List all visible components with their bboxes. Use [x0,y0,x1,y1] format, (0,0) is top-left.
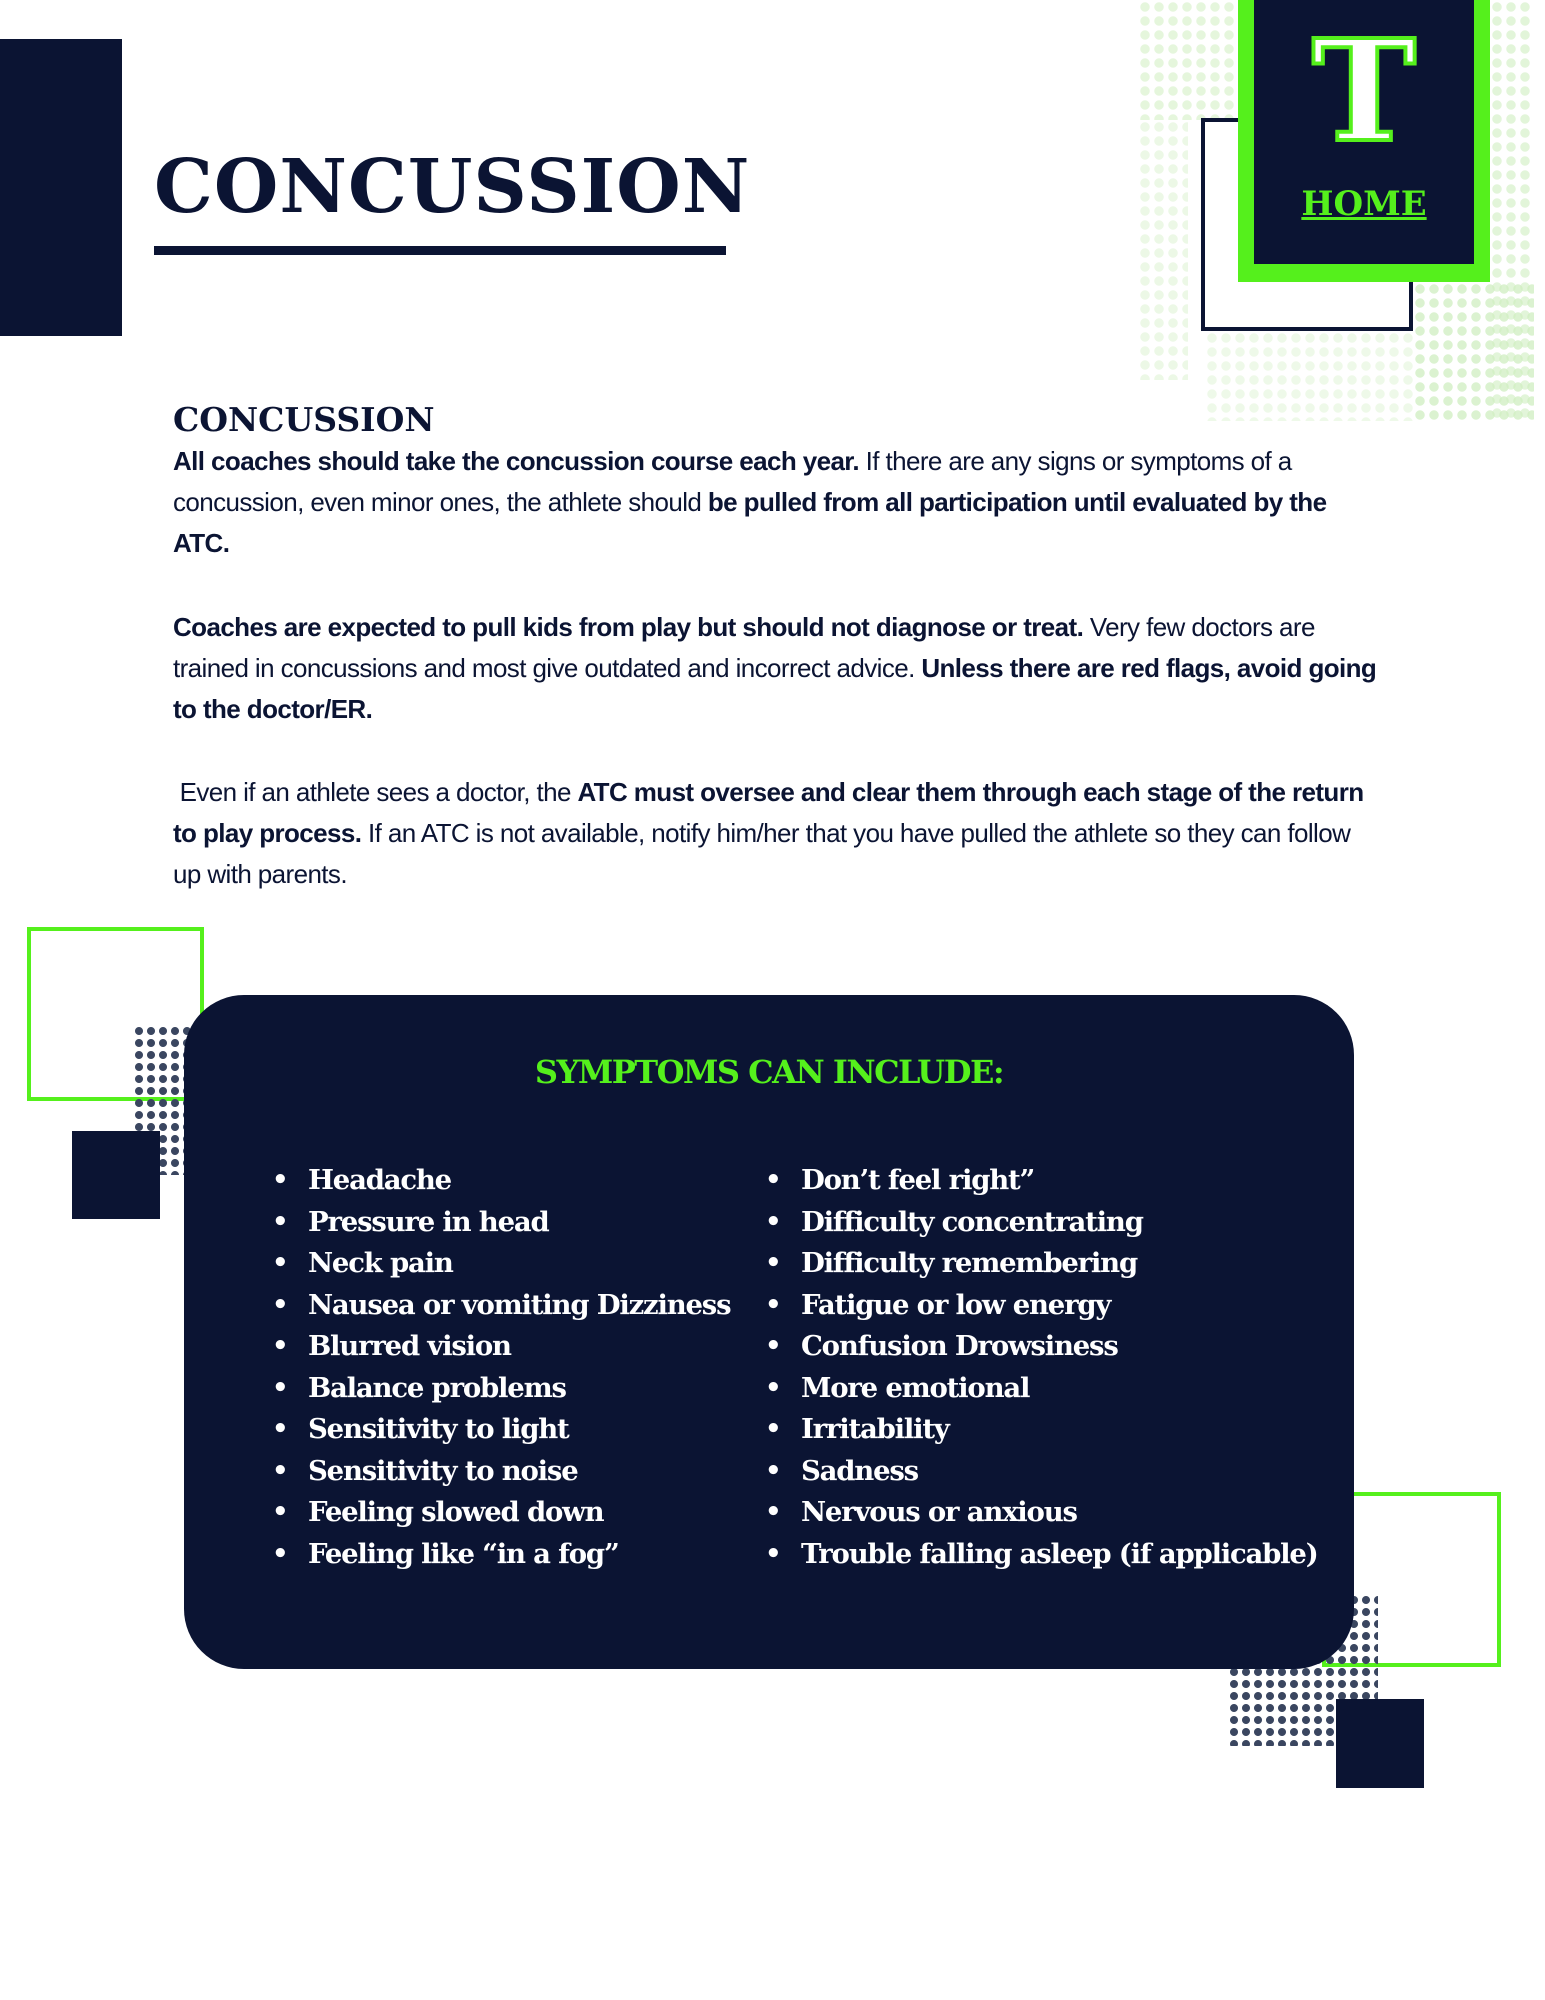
symptoms-list-left [270,1160,730,1575]
title-underline [154,246,726,255]
decor-dots [1205,331,1415,421]
symptom-item: • Irritability [763,1409,1318,1451]
symptom-item: • Don’t feel right” [763,1160,1318,1202]
paragraph-return-to-play [173,772,1383,895]
symptom-item: • Trouble falling asleep (if applicable) [763,1534,1318,1576]
text-bold: All coaches should take the concussion course each year. [173,446,860,476]
header-left-bar [0,39,122,336]
symptoms-title: SYMPTOMS CAN INCLUDE: [534,1053,1004,1091]
paragraph-course-requirement [173,441,1383,564]
symptom-item: • Sadness [763,1451,1318,1493]
symptom-item: • More emotional [763,1368,1318,1410]
paragraph-diagnosis [173,607,1383,730]
symptom-item: • Pressure in head [270,1202,730,1244]
symptom-item: • Fatigue or low energy [763,1285,1318,1327]
symptom-item: • Headache [270,1160,730,1202]
text-bold: Unless there are red flags, avoid going to the doctor/ER. [173,653,1377,724]
symptom-item: • Difficulty remembering [763,1243,1318,1285]
section-heading: CONCUSSION [173,400,435,439]
symptom-item: • Neck pain [270,1243,730,1285]
school-logo-letter: T [1311,10,1417,174]
symptom-item: • Blurred vision [270,1326,730,1368]
symptom-item: • Feeling slowed down [270,1492,730,1534]
page-title: CONCUSSION [154,144,751,230]
symptom-item: • Difficulty concentrating [763,1202,1318,1244]
decor-navy-square [1336,1699,1424,1788]
text-bold: Coaches are expected to pull kids from play but should not diagnose or treat. [173,612,1084,642]
symptom-item: • Balance problems [270,1368,730,1410]
symptom-item: • Nausea or vomiting Dizziness [270,1285,730,1327]
text: Very few doctors are trained in concussions and most give outdated and incorrect advice. [173,612,1315,683]
symptom-item: • Confusion Drowsiness [763,1326,1318,1368]
home-link[interactable]: HOME [1301,184,1427,224]
text: Even if an athlete sees a doctor, the [173,777,578,807]
decor-dots [1413,282,1534,422]
symptoms-list-right [763,1160,1318,1575]
symptom-item: • Feeling like “in a fog” [270,1534,730,1576]
symptom-item: • Nervous or anxious [763,1492,1318,1534]
decor-dots [1138,0,1238,120]
symptom-item: • Sensitivity to noise [270,1451,730,1493]
text: If there are any signs or symptoms of a concussion, even minor ones, the athlete should [173,446,1292,517]
decor-dots [1138,120,1188,380]
text-bold: ATC must oversee and clear them through each stage of the return to play process. [173,777,1364,848]
decor-navy-square [72,1131,160,1219]
symptom-item: • Sensitivity to light [270,1409,730,1451]
text: If an ATC is not available, notify him/her that you have pulled the athlete so they can follow up with parents. [173,818,1351,889]
text-bold: be pulled from all participation until evaluated by the ATC. [173,487,1327,558]
